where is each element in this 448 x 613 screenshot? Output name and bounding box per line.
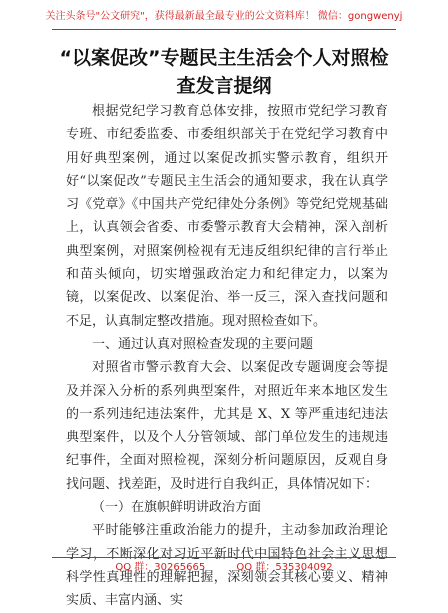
intro-paragraph: 根据党纪学习教育总体安排，按照市党纪学习教育专班、市纪委监委、市委组织部关于在党纪学习教育中用好典型案例，通过以案促改抓实警示教育，组织开好“以案促改”专题民主生活会的通知要求，我在认真学习《党章》《中国共产党纪律处分条例》等党纪党规基础上，认真领会省委、市委警示教育大会精神，深入剖析典型案例，对照案例检视有无违反组织纪律的言行举止和苗头倾向，切实增强政治定力和纪律定力，以案为镜，以案促改、以案促治、举一反三，深入查找问题和不足，认真制定整改措施。现对照检查如下。 [66,104,388,329]
header-banner: 关注头条号"公文研究"，获得最新最全最专业的公文资料库！ 微信：gongwenyj [45,11,403,22]
subsection-heading: （一）在旗帜鲜明讲政治方面 [92,500,262,516]
body-paragraph: 对照省市警示教育大会、以案促改专题调度会等提及并深入分析的系列典型案件，对照近年来本地区发生的一系列违纪违法案件，尤其是 X、X 等严重违纪违法典型案件，以及个人分管领域、部门单位发生的违规违纪事件，全面对照检视，深刻分析问题原因，反观自身找问题、找差距，及时进行自我纠正，具体情况如下： [66,360,388,492]
footer [0,558,448,578]
document-body [66,100,388,613]
section-heading: 一、通过认真对照检查发现的主要问题 [92,336,314,352]
document-title: “以案促改”专题民主生活会个人对照检查发言提纲 [59,47,389,97]
header-divider [52,29,396,30]
footer-qq-group-1: QQ 群：30265665 [115,562,206,573]
footer-qq-group-2: QQ 群：535304092 [236,562,333,573]
body-paragraph: 平时能够注重政治能力的提升，主动参加政治理论学习，不断深化对习近平新时代中国特色社会主义思想科学性真理性的理解把握，深刻领会其核心要义、精神实质、丰富内涵、实 [66,523,388,609]
